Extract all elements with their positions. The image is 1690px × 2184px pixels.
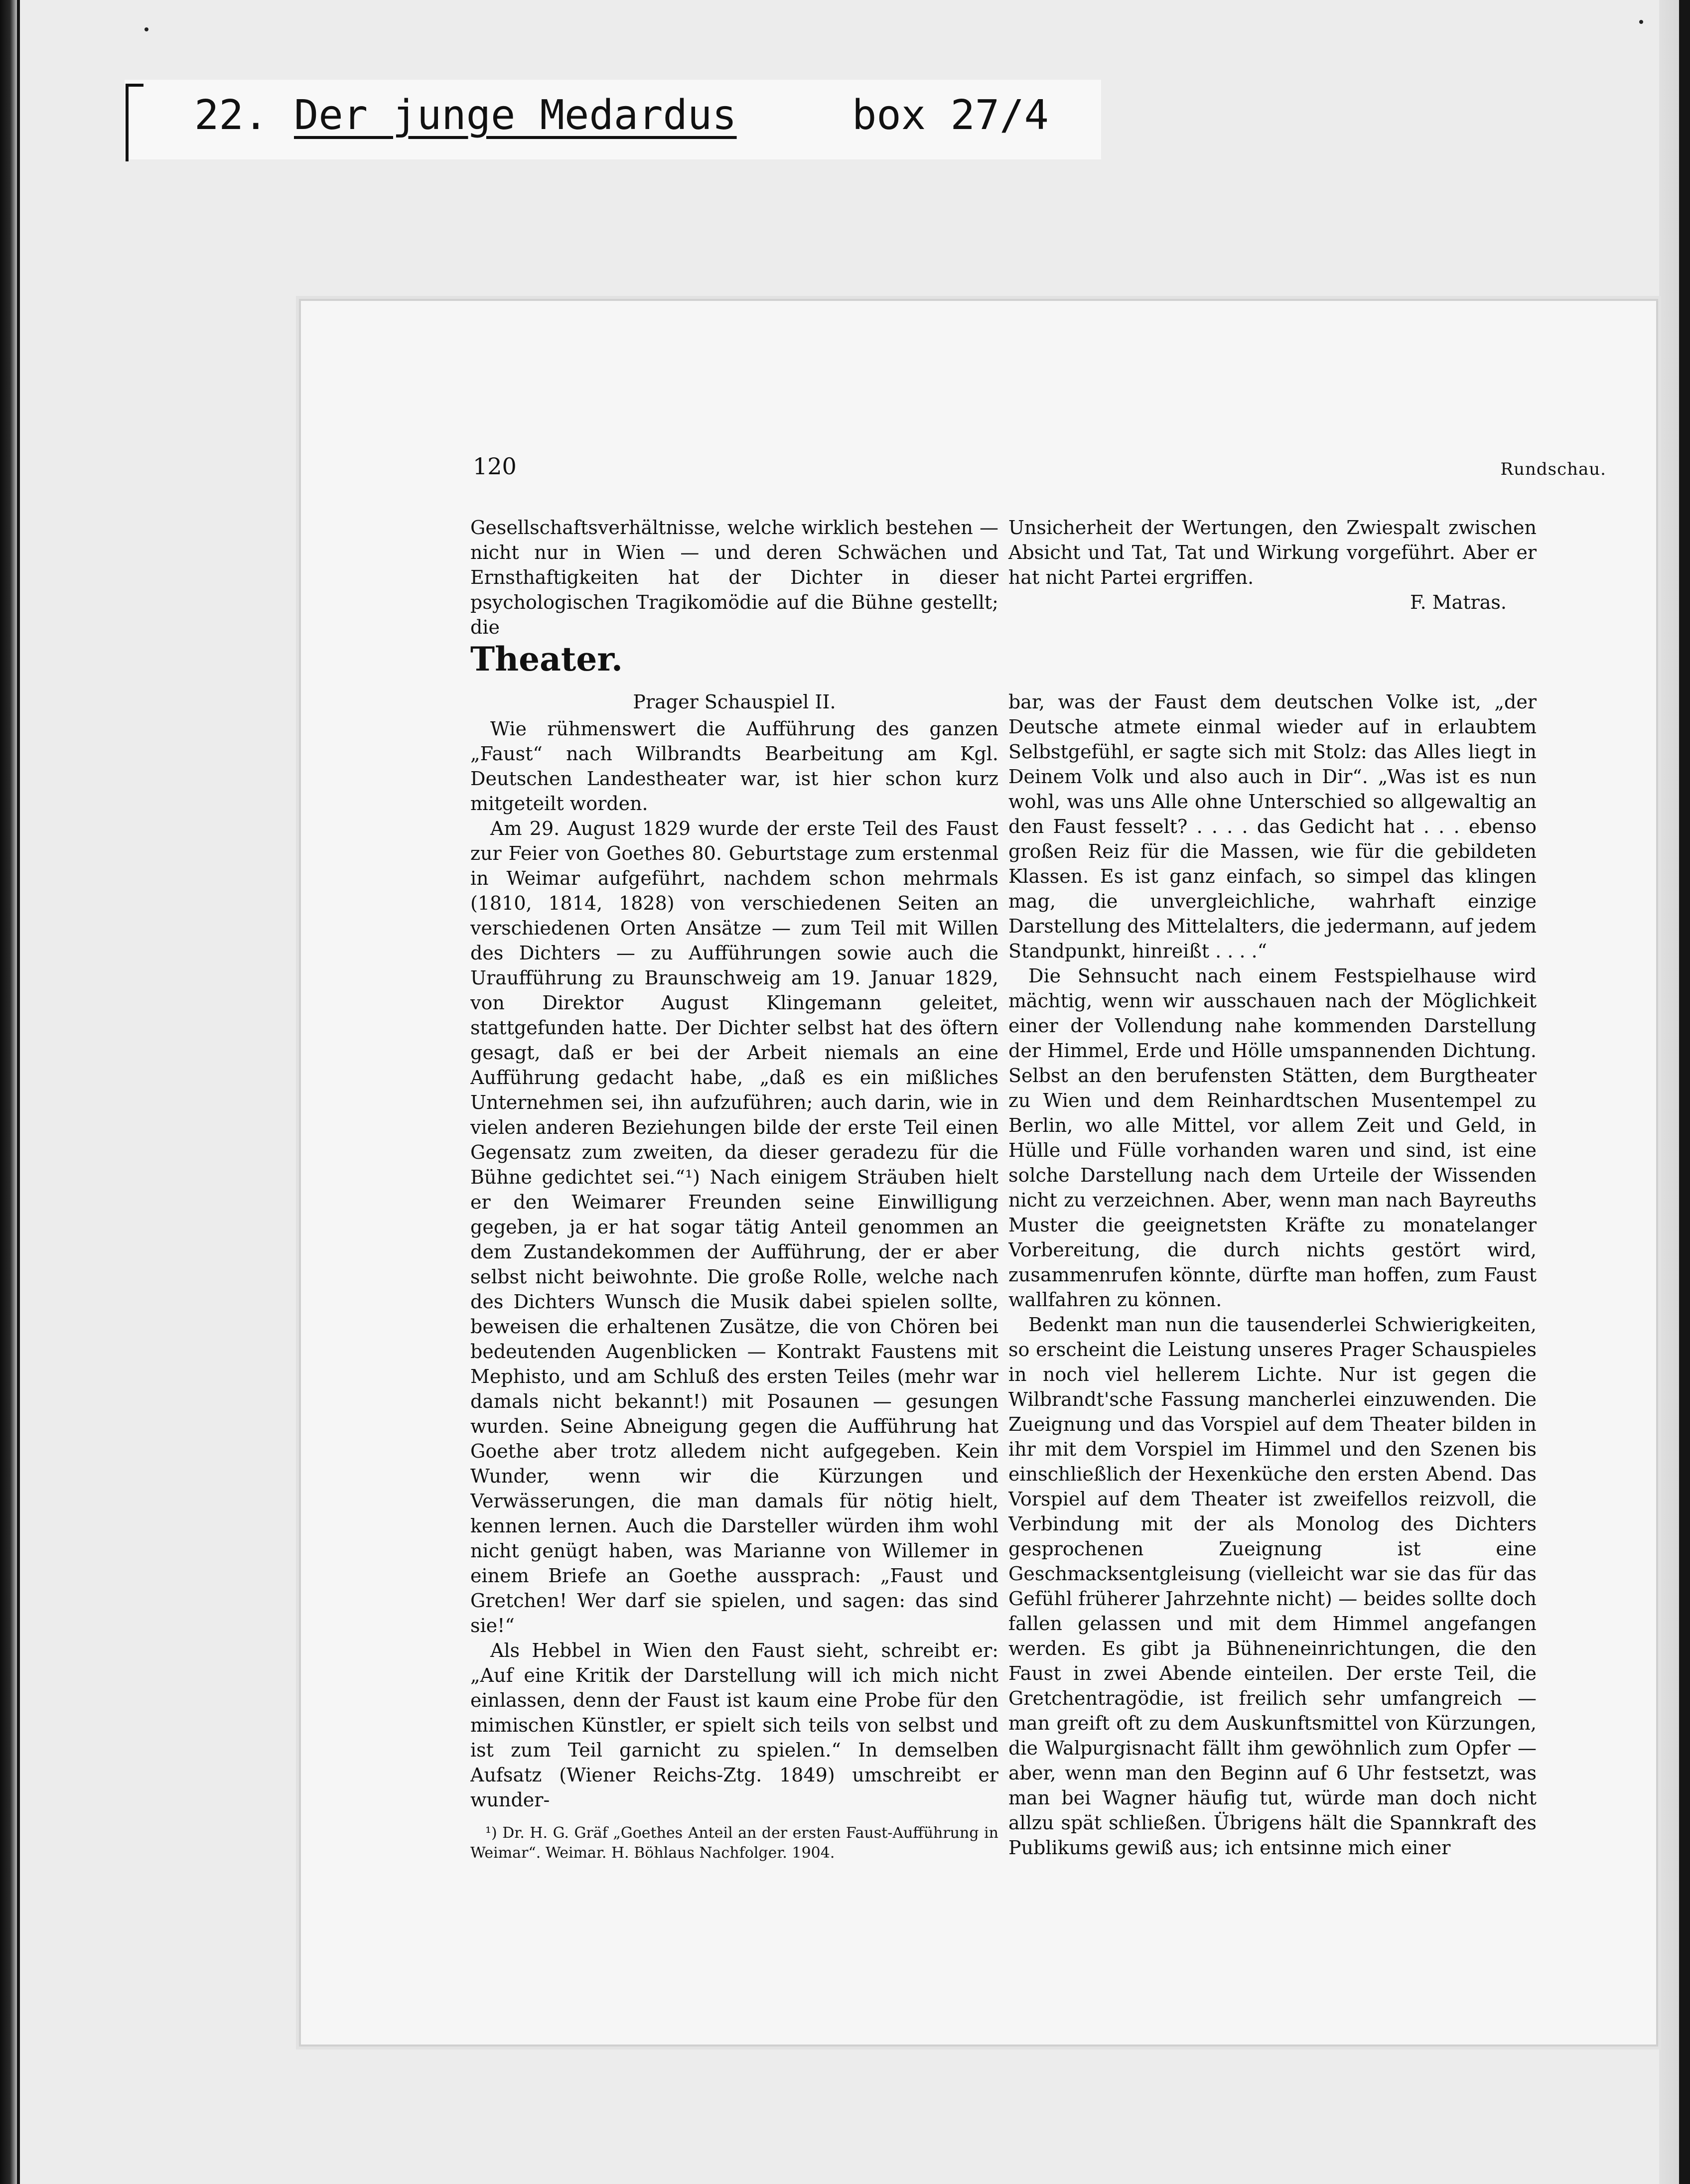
left-paragraph-3: Als Hebbel in Wien den Faust sieht, schreibt er: „Auf eine Kritik der Darstellung will ich mich nicht einlassen, denn der Faust ist kaum eine Probe für den mimischen Künstler, er spielt sich teils von selbst und ist zum Teil garnicht zu spielen.“ In demselben Aufsatz (Wiener Reichs-Ztg. 1849) umschreibt er wunder-	[470, 1639, 998, 1811]
sheet-right-edge	[1659, 0, 1679, 2184]
speck	[1639, 20, 1643, 24]
top-right-paragraph	[1008, 515, 1537, 615]
left-paragraph-2: Am 29. August 1829 wurde der erste Teil des Faust zur Feier von Goethes 80. Geburtstage zum erstenmal in Weimar aufgeführt, nachdem schon mehrmals (1810, 1814, 1828) von verschiedenen Seiten an verschiedenen Orten Ansätze — zum Teil mit Willen des Dichters — zu Aufführungen sowie auch die Uraufführung zu Braunschweig am 19. Januar 1829, von Direktor August Klingemann geleitet, stattgefunden hatte. Der Dichter selbst hat des öftern gesagt, daß er bei der Arbeit niemals an eine Aufführung gedacht habe, „daß es ein mißliches Unternehmen sei, ihn aufzuführen; auch darin, wie in vielen anderen Beziehungen bilde der erste Teil einen Gegensatz zum zweiten, da dieser geradezu für die Bühne gedichtet sei.“¹) Nach einigem Sträuben hielt er den Weimarer Freunden seine Einwilligung gegeben, ja er hat sogar tätig Anteil genommen an dem Zustandekommen der Aufführung, der er aber selbst nicht beiwohnte. Die große Rolle, welche nach des Dichters Wunsch die Musik dabei spielen sollte, beweisen die erhaltenen Zusätze, die von Chören bei bedeutenden Augenblicken — Kontrakt Faustens mit Mephisto, und am Schluß des ersten Teiles (mehr war damals nicht bekannt!) mit Posaunen — gesungen wurden. Seine Abneigung gegen die Aufführung hat Goethe aber trotz alledem nicht aufgegeben. Kein Wunder, wenn wir die Kürzungen und Verwässerungen, die man damals für nötig hielt, kennen lernen. Auch die Darsteller würden ihm wohl nicht genügt haben, was Marianne von Willemer in einem Briefe an Goethe aussprach: „Faust und Gretchen! Wer darf sie spielen, und sagen: das sind sie!“	[470, 818, 998, 1637]
label-box-number: box 27/4	[852, 92, 1049, 139]
top-left-paragraph	[470, 515, 998, 640]
clipping-page	[299, 299, 1658, 2047]
sub-heading: Prager Schauspiel II.	[633, 691, 836, 713]
speck	[144, 27, 148, 31]
archive-label	[125, 80, 1101, 159]
section-heading: Theater.	[470, 640, 623, 679]
footnote-text: ¹) Dr. H. G. Gräf „Goethes Anteil an der ersten Faust-Aufführung in Weimar“. Weimar. H. Böhlaus Nachfolger. 1904.	[470, 1824, 998, 1862]
running-head: Rundschau.	[1500, 459, 1606, 479]
page-number: 120	[473, 453, 517, 480]
label-title: Der junge Medardus	[294, 92, 737, 139]
top-right-text: Unsicherheit der Wertungen, den Zwiespalt zwischen Absicht und Tat, Tat und Wirkung vorgeführt. Aber er hat nicht Partei ergriffen.	[1008, 517, 1537, 588]
left-paragraph-1: Wie rühmenswert die Aufführung des ganzen „Faust“ nach Wilbrandts Bearbeitung am Kgl. Deutschen Landestheater war, ist hier schon kurz mitgeteilt worden.	[470, 718, 998, 815]
footnote	[470, 1823, 998, 1863]
label-bracket	[126, 84, 143, 161]
label-number: 22.	[194, 92, 269, 139]
top-left-text: Gesellschaftsverhältnisse, welche wirklich bestehen — nicht nur in Wien — und deren Schwächen und Ernsthaftigkeiten hat der Dichter in dieser psychologischen Tragikomödie auf die Bühne gestellt; die	[470, 517, 998, 638]
right-paragraph-2: Die Sehnsucht nach einem Festspielhause wird mächtig, wenn wir ausschauen nach der Möglichkeit einer der Vollendung nahe kommenden Darstellung der Himmel, Erde und Hölle umspannenden Dichtung. Selbst an den berufensten Stätten, dem Burgtheater zu Wien und dem Reinhardtschen Musentempel zu Berlin, wo alle Mittel, vor allem Zeit und Geld, in Hülle und Fülle vorhanden waren und sind, ist eine solche Darstellung nach dem Urteile der Wissenden nicht zu verzeichnen. Aber, wenn man nach Bayreuths Muster die geeignetsten Kräfte zu monatelanger Vorbereitung, die durch nichts gestört wird, zusammenrufen könnte, dürfte man hoffen, zum Faust wallfahren zu können.	[1008, 965, 1537, 1311]
right-paragraph-3: Bedenkt man nun die tausenderlei Schwierigkeiten, so erscheint die Leistung unseres Prager Schauspieles in noch viel hellerem Lichte. Nur ist gegen die Wilbrandt'sche Fassung mancherlei einzuwenden. Die Zueignung und das Vorspiel auf dem Theater bilden in ihr mit dem Vorspiel im Himmel und den Szenen bis einschließlich der Hexenküche den ersten Abend. Das Vorspiel auf dem Theater ist zweifellos reizvoll, die Verbindung mit der als Monolog des Dichters gesprochenen Zueignung ist eine Geschmacksentgleisung (vielleicht war sie das für das Gefühl früherer Jahrzehnte nicht) — beides sollte doch fallen gelassen und mit dem Himmel angefangen werden. Es gibt ja Bühneneinrichtungen, die den Faust in zwei Abende einteilen. Der erste Teil, die Gretchentragödie, ist freilich sehr umfangreich — man greift oft zu dem Auskunftsmittel von Kürzungen, die Walpurgisnacht fällt ihm gewöhnlich zum Opfer — aber, wenn man den Beginn auf 6 Uhr festsetzt, was man bei Wagner häufig tut, würde man doch nicht allzu spät schließen. Übrigens hält die Spannkraft des Publikums gewiß aus; ich entsinne mich einer	[1008, 1314, 1537, 1859]
sheet-left-edge	[0, 0, 17, 2184]
right-column	[1008, 689, 1537, 1915]
archive-sheet	[20, 0, 1679, 2184]
author-signature: F. Matras.	[1410, 591, 1507, 613]
left-column	[470, 689, 998, 1885]
right-paragraph-1: bar, was der Faust dem deutschen Volke ist, „der Deutsche atmete einmal wieder auf in erlaubtem Selbstgefühl, er sagte sich mit Stolz: das Alles liegt in Deinem Volk und also auch in Dir“. „Was ist es nun wohl, was uns Alle ohne Unterschied so allgewaltig an den Faust fesselt? . . . . das Gedicht hat . . . ebenso großen Reiz für die Massen, wie für die gebildeten Klassen. Es ist ganz einfach, so simpel das klingen mag, die unvergleichliche, wahrhaft einzige Darstellung des Mittelalters, die jedermann, auf jedem Standpunkt, hinreißt . . . .“	[1008, 691, 1537, 962]
